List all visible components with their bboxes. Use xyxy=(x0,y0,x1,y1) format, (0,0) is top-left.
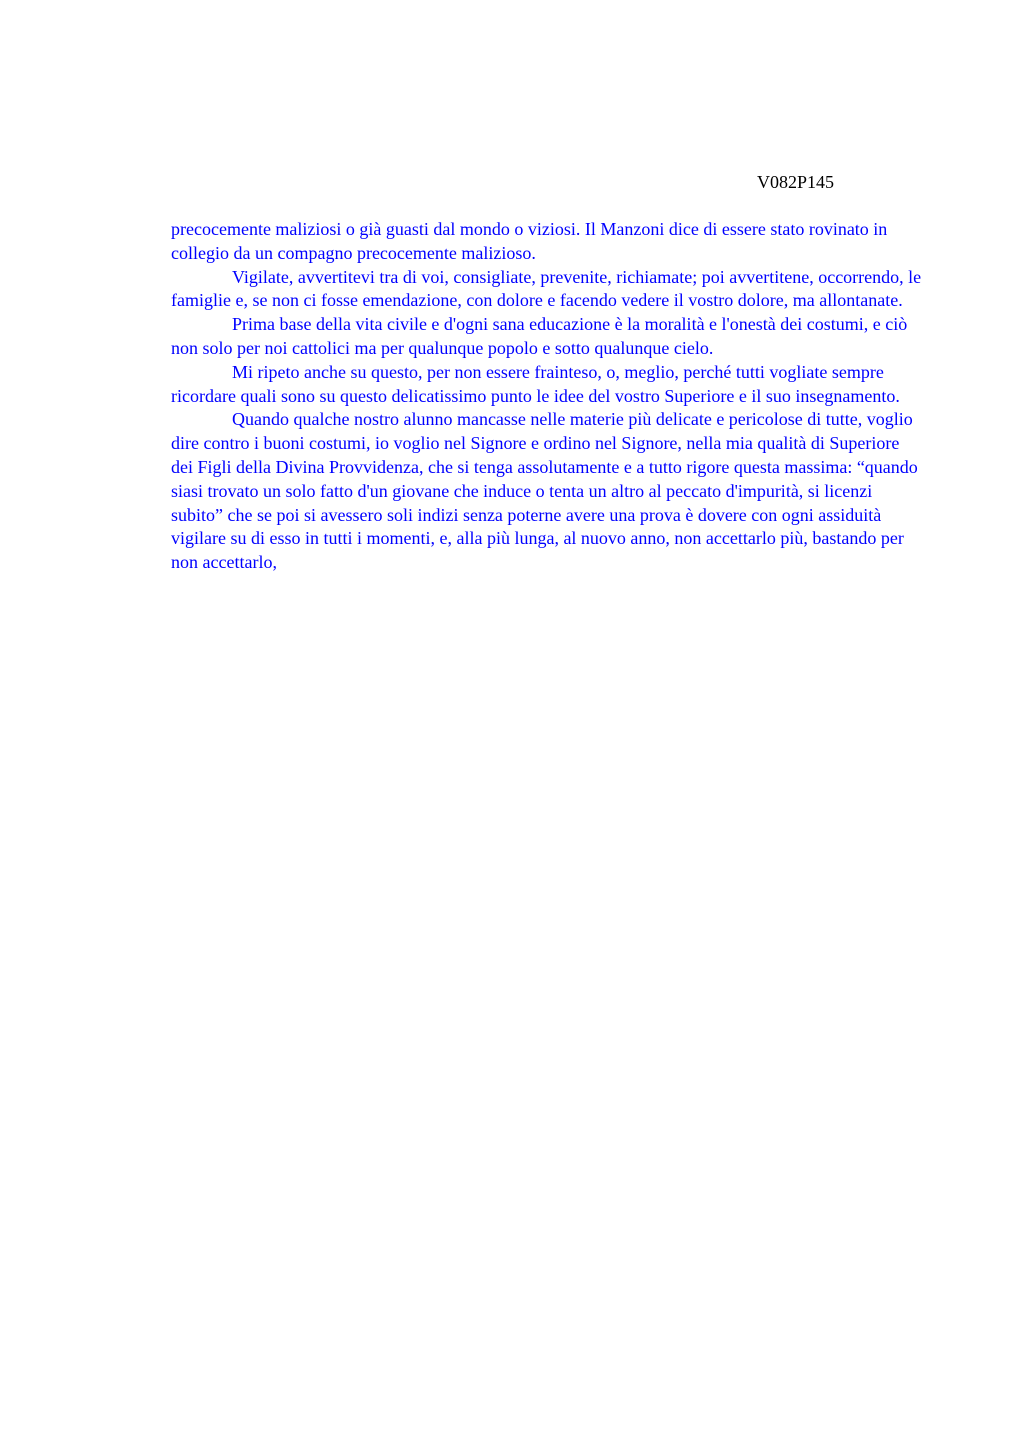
paragraph-3: Prima base della vita civile e d'ogni sana educazione è la moralità e l'onestà dei costumi, e ciò non solo per noi cattolici ma per qualunque popolo e sotto qualunque cielo. xyxy=(171,314,908,358)
paragraph-5: Quando qualche nostro alunno mancasse nelle materie più delicate e pericolose di tutte, voglio dire contro i buoni costumi, io voglio nel Signore e ordino nel Signore, nella mia qualità di Superiore dei Figli della Divina Provvidenza, che si tenga assolutamente e a tutto rigore questa massima: “quando siasi trovato un solo fatto d'un giovane che induce o tenta un altro al peccato d'impurità, si licenzi subito” che se poi si avessero soli indizi senza poterne avere una prova è dovere con ogni assiduità vigilare su di esso in tutti i momenti, e, alla più lunga, al nuovo anno, non accettarlo più, bastando per non accettarlo, xyxy=(171,409,918,573)
paragraph-1: precocemente maliziosi o già guasti dal mondo o viziosi. Il Manzoni dice di essere stato rovinato in collegio da un compagno precocemente malizioso. xyxy=(171,219,888,263)
paragraph-4: Mi ripeto anche su questo, per non essere frainteso, o, meglio, perché tutti vogliate sempre ricordare quali sono su questo delicatissimo punto le idee del vostro Superiore e il suo insegnamento. xyxy=(171,361,900,406)
page-identifier: V082P145 xyxy=(757,172,835,192)
paragraph-2: Vigilate, avvertitevi tra di voi, consigliate, prevenite, richiamate; poi avvertitene, occorrendo, le famiglie e, se non ci fosse emendazione, con dolore e facendo vedere il vostro dolore, ma allontanate. xyxy=(171,266,922,311)
document-body xyxy=(171,218,923,575)
